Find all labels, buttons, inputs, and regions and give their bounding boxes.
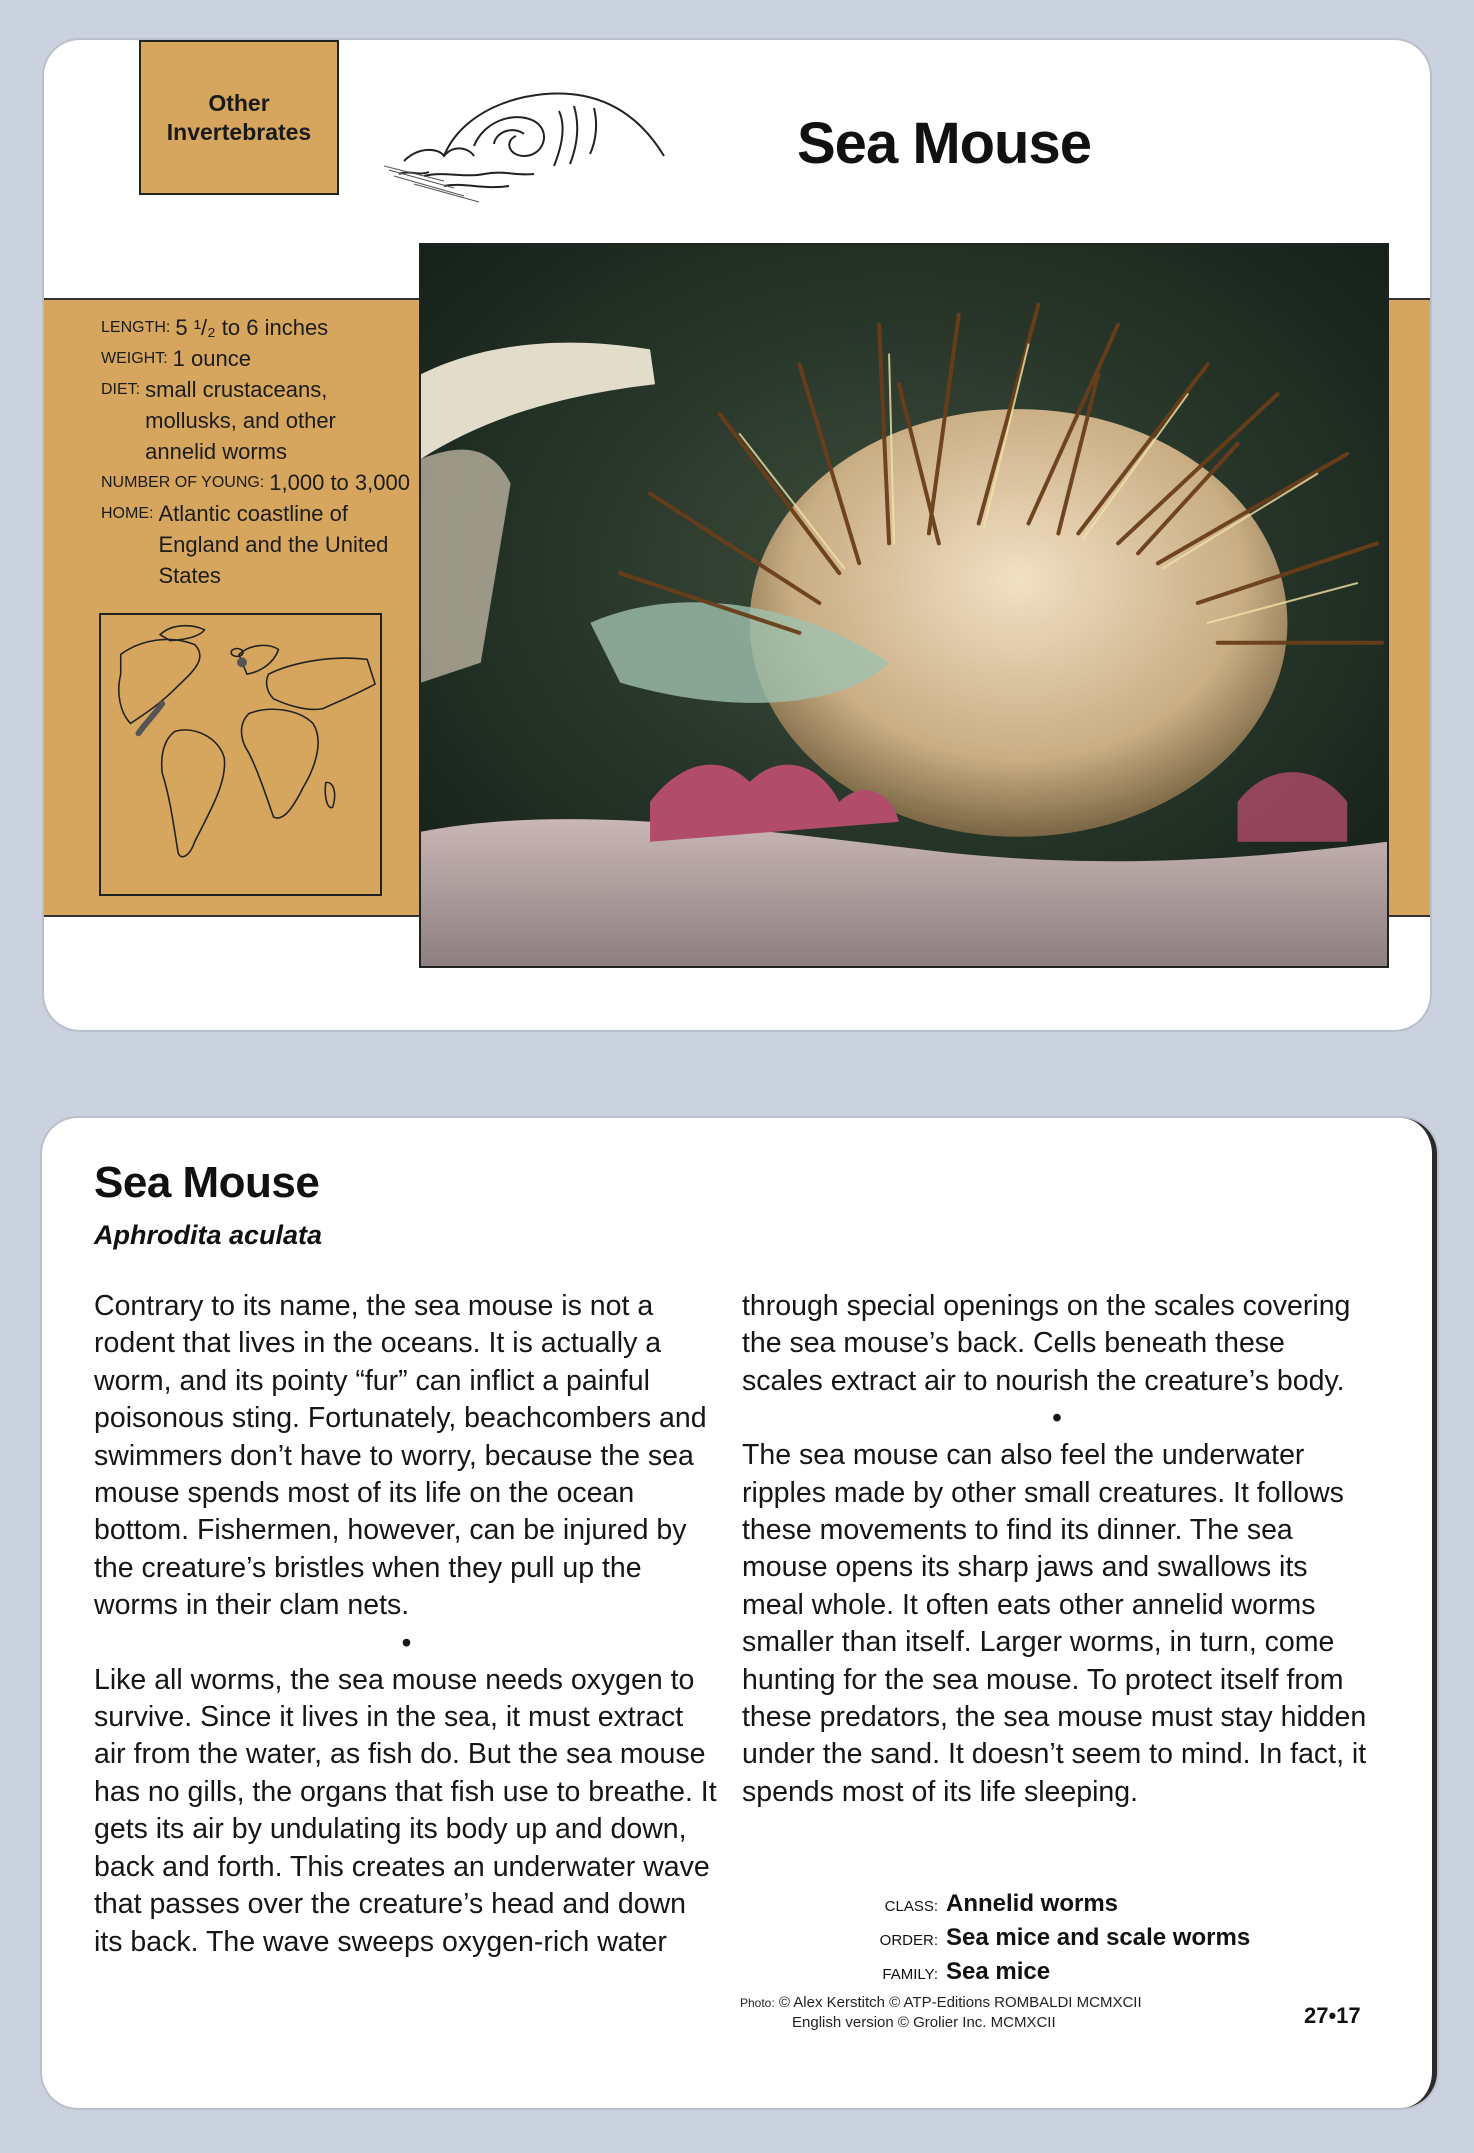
credit-label: Photo: [740,1996,775,2010]
taxonomy-order [872,1922,1250,1956]
fact-label: WEIGHT: [101,350,168,367]
back-card [42,1118,1437,2108]
fact-label: DIET: [101,381,141,398]
paragraph: Contrary to its name, the sea mouse is not a rodent that lives in the oceans. It is actually a worm, and its pointy “fur” can inflict a painful poisonous sting. Fortunately, beachcombers and swimmers don’t have to worry, because the sea mouse spends most of its life on the ocean bottom. Fishermen, however, can be injured by the creature’s bristles when they pull up the worms in their clam nets. [94,1290,707,1622]
fact-label: NUMBER OF YOUNG: [101,474,265,491]
taxonomy-label: ORDER: [879,1932,938,1949]
scientific-name: Aphrodita aculata [94,1220,323,1250]
fact-label: LENGTH: [101,319,171,336]
credit-line2: English version © Grolier Inc. MCMXCII [792,2014,1056,2031]
taxonomy-class [872,1888,1250,1922]
fact-list [101,312,461,591]
fact-value: small crustaceans, mollusks, and other annelid worms [145,377,336,464]
paragraph: Like all worms, the sea mouse needs oxygen to survive. Since it lives in the sea, it must extract air from the water, as fish do. But the sea mouse has no gills, the organs that fish use to breathe. It gets its air by undulating its body up and down, back and forth. This creates an underwater wave that passes over the creature’s head and down its back. The wave sweeps oxygen-rich water [94,1663,717,1958]
credit-line1: © Alex Kerstitch © ATP-Editions ROMBALDI MCMXCII [778,1994,1142,2011]
fact-young [101,467,461,498]
separator-dot: • [1052,1402,1062,1435]
fact-value: 1 ounce [172,346,251,371]
fact-value: Atlantic coastline of England and the United States [158,501,389,588]
wave-icon [384,86,674,206]
front-card [44,40,1430,1030]
fact-value: 5 ¹/₂ to 6 inches [175,315,329,340]
card-number: 27•17 [1304,2003,1361,2028]
category-line2: Invertebrates [166,118,312,145]
taxonomy-family [872,1956,1250,1990]
category-box [139,40,339,195]
taxonomy-value: Sea mice [946,1958,1051,1985]
back-title: Sea Mouse [94,1158,320,1207]
text-column-right [742,1288,1372,1811]
taxonomy-value: Annelid worms [946,1890,1119,1917]
photo-credit [740,1993,1142,2032]
fact-diet [101,374,461,467]
category-line1: Other [208,89,270,116]
taxonomy-value: Sea mice and scale worms [946,1924,1251,1951]
text-column-left [94,1288,719,1961]
paragraph: The sea mouse can also feel the underwater ripples made by other small creatures. It follows these movements to find its dinner. The sea mouse opens its sharp jaws and swallows its meal whole. It often eats other annelid worms smaller than itself. Larger worms, in turn, come hunting for the sea mouse. To protect itself from these predators, the sea mouse must stay hidden under the sand. It doesn’t seem to mind. In fact, it spends most of its life sleeping. [742,1439,1367,1808]
paragraph: through special openings on the scales covering the sea mouse’s back. Cells beneath these scales extract air to nourish the creature’s body. [742,1290,1351,1397]
taxonomy-label: CLASS: [884,1898,938,1915]
range-map [99,613,382,896]
fact-weight [101,343,461,374]
fact-value: 1,000 to 3,000 [269,470,410,495]
taxonomy [872,1888,1250,1990]
fact-home [101,498,461,591]
front-title: Sea Mouse [797,111,1091,176]
fact-label: HOME: [101,505,154,522]
taxonomy-label: FAMILY: [882,1966,938,1983]
fact-length [101,312,461,343]
separator-dot: • [401,1626,412,1659]
sea-mouse-photo [419,243,1389,968]
